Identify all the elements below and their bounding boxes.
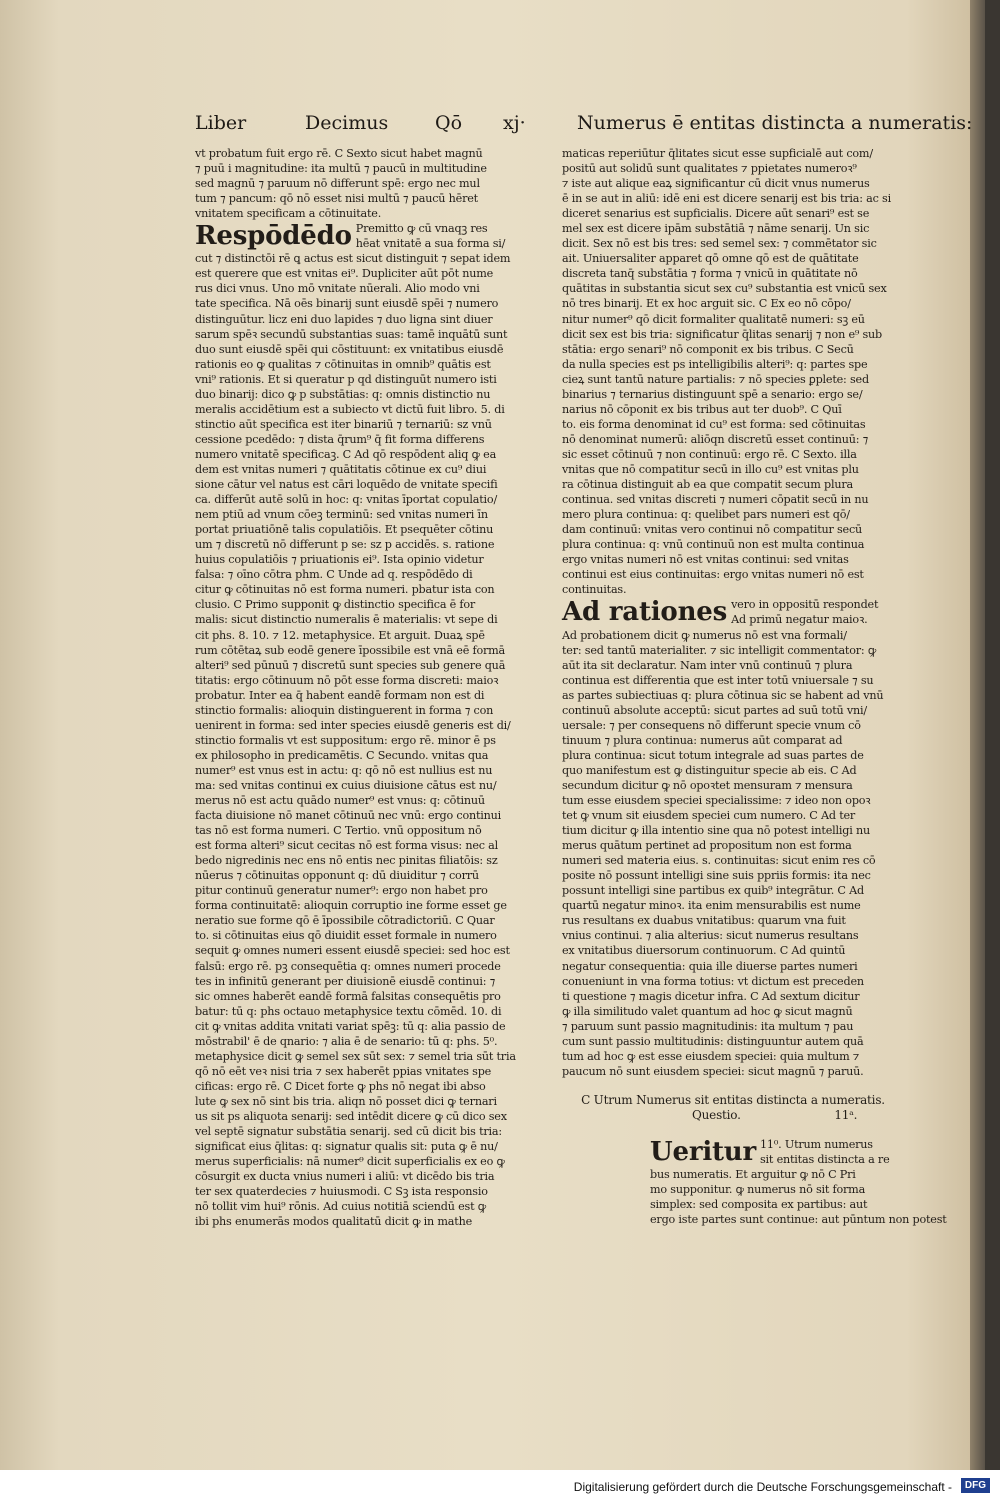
text-line: neratio sue forme qō ē īpossibile cōtradictoriū. C Quar bbox=[195, 914, 495, 928]
text-line: significat eius q̄litas: q: signatur qualis sit: puta ꝙ ē nu/ bbox=[195, 1140, 498, 1154]
text-line: stinctio aūt specifica est iter binariū ⁊ ternariū: sz vnū bbox=[195, 417, 492, 431]
text-line: ter: sed tantū materialiter. ⁊ sic intelligit commentator: ꝙ bbox=[562, 643, 877, 657]
text-line: merus nō est actu quādo numer⁹ est vnus: q: cōtinuū bbox=[195, 794, 485, 808]
text-line: narius nō cōponit ex bis tribus aut ter duob⁹. C Quī bbox=[562, 402, 842, 416]
text-line: da nulla species est ps intelligibilis alteri⁹: q: partes spe bbox=[562, 357, 868, 371]
text-line: est querere que est vnitas ei⁹. Dupliciter aūt pōt nume bbox=[195, 267, 494, 281]
text-line: dam continuū: vnitas vero continui nō compatitur secū bbox=[562, 523, 863, 537]
text-line: ⁊ iste aut alique eaꝝ significantur cū dicit vnus numerus bbox=[562, 177, 870, 191]
text-line: duo sunt eiusdē spēi qui cōstituunt: ex vnitatibus eiusdē bbox=[195, 342, 504, 356]
text-line: meralis accidētium est a subiecto vt dictū fuit libro. 5. di bbox=[195, 402, 505, 416]
text-line: portat priuatiōnē talis copulatiōis. Et psequēter cōtinu bbox=[195, 523, 494, 537]
text-line: ti questione ⁊ magis dicetur infra. C Ad sextum dicitur bbox=[562, 989, 860, 1003]
text-line: binarius ⁊ ternarius distinguunt spē a senario: ergo se/ bbox=[562, 387, 863, 401]
text-line: conueniunt in vna forma totius: vt dictum est preceden bbox=[562, 974, 864, 988]
text-line: ergo vnitas numeri nō est vnitas continui: sed vnitas bbox=[562, 553, 849, 567]
text-line: continuitas. bbox=[562, 583, 627, 597]
text-line: vel septē signatur substātia senarij. sed cū dicit bis tria: bbox=[195, 1125, 502, 1139]
text-line: sic esset cōtinuū ⁊ non continuū: ergo rē. C Sexto. illa bbox=[562, 447, 857, 461]
text-line: nem ptiū ad vnum cōeꝫ terminū: sed vnitas numeri īn bbox=[195, 508, 488, 522]
text-line: alteri⁹ sed pūnuū ⁊ discretū sunt species sub genere quā bbox=[195, 658, 506, 672]
text-line: Ad probationem dicit ꝙ numerus nō est vna formali/ bbox=[562, 628, 847, 642]
question-label-line bbox=[562, 1108, 904, 1123]
text-line: paucum nō sunt eiusdem speciei: sicut magnū ⁊ paruū. bbox=[562, 1064, 864, 1078]
text-line: aūt ita sit declaratur. Nam inter vnū continuū ⁊ plura bbox=[562, 658, 853, 672]
text-line: quo manifestum est ꝙ distinguitur specie ab eis. C Ad bbox=[562, 763, 857, 777]
text-line: mero plura continua: q: quelibet pars numeri est qō/ bbox=[562, 508, 850, 522]
text-line: distinguūtur. licz eni duo lapides ⁊ duo ligna sint diuer bbox=[195, 312, 493, 326]
text-line: huius copulatiōis ⁊ priuationis ei⁹. Ista opinio videtur bbox=[195, 553, 484, 567]
text-line: Ad primū negatur maioꝛ. bbox=[731, 613, 868, 627]
text-line: discreta tanq̄ substātia ⁊ forma ⁊ vnicū in quātitate nō bbox=[562, 267, 858, 281]
text-line: continuū absolute acceptū: sicut partes ad suū totū vni/ bbox=[562, 703, 867, 717]
text-line: cut ⁊ distinctōi rē ꝗ actus est sicut distinguit ⁊ sepat idem bbox=[195, 252, 511, 266]
header-book: Decimus bbox=[305, 112, 389, 134]
text-line: clusio. C Primo supponit ꝙ distinctio specifica ē for bbox=[195, 598, 476, 612]
text-line: ibi phs enumerās modos qualitatū dicit ꝙ in mathe bbox=[195, 1215, 473, 1229]
text-line: simplex: sed composita ex partibus: aut bbox=[650, 1198, 868, 1212]
text-line: lute ꝙ sex nō sint bis tria. aliqn nō posset dici ꝙ ternari bbox=[195, 1094, 497, 1108]
text-line: dem est vnitas numeri ⁊ quātitatis cōtinue ex cu⁹ diui bbox=[195, 462, 487, 476]
text-line: falsa: ⁊ oīno cōtra phm. C Unde ad q. respōdēdo di bbox=[195, 568, 473, 582]
text-line: nō denominat numerū: aliōqn discretū esset continuū: ⁊ bbox=[562, 432, 869, 446]
text-line: ⁊ paruum sunt passio magnitudinis: ita multum ⁊ pau bbox=[562, 1019, 854, 1033]
text-line: cessione pcedēdo: ⁊ dista q̄rum⁹ q̄ fit forma differens bbox=[195, 432, 485, 446]
text-line: possunt intelligi sine partibus ex quib⁹ integrātur. C Ad bbox=[562, 884, 864, 898]
text-line: negatur consequentia: quia ille diuerse partes numeri bbox=[562, 959, 858, 973]
initial-block bbox=[562, 597, 904, 627]
header-number: xj· bbox=[503, 112, 526, 134]
text-line: vnius continui. ⁊ alia alterius: sicut numerus resultans bbox=[562, 929, 859, 943]
initial-block bbox=[650, 1137, 904, 1167]
text-line: dicit. Sex nō est bis tres: sed semel sex: ⁊ commētator sic bbox=[562, 237, 877, 251]
text-line: tet ꝙ vnum sit eiusdem speciei cum numero. C Ad ter bbox=[562, 809, 856, 823]
right-column bbox=[562, 146, 947, 1227]
text-line: tium dicitur ꝙ illa intentio sine qua nō potest intelligi nu bbox=[562, 824, 870, 838]
text-line: malis: sicut distinctio numeralis ē materialis: vt sepe di bbox=[195, 613, 498, 627]
text-line: ergo iste partes sunt continue: aut pūntum non potest bbox=[650, 1213, 947, 1227]
text-line: tum ad hoc ꝙ est esse eiusdem speciei: quia multum ⁊ bbox=[562, 1049, 860, 1063]
text-line: duo binarij: dico ꝙ p substātias: q: omnis distinctio nu bbox=[195, 387, 491, 401]
text-line: metaphysice dicit ꝙ semel sex sūt sex: ⁊ semel tria sūt tria bbox=[195, 1049, 516, 1063]
text-line: merus superficialis: nā numer⁹ dicit superficialis ex eo ꝙ bbox=[195, 1155, 505, 1169]
text-line: ma: sed vnitas continui ex cuius diuisione cātus est nu/ bbox=[195, 778, 497, 792]
text-line: facta diuisione nō manet cōtinuū nec vnū: ergo continui bbox=[195, 809, 502, 823]
text-line: bedo nigredinis nec ens nō entis nec pinitas filiatōis: sz bbox=[195, 854, 498, 868]
text-line: ter sex quaterdecies ⁊ huiusmodi. C Sꝫ ista responsio bbox=[195, 1185, 488, 1199]
text-line: as partes subiectiuas q: plura cōtinua sic se habent ad vnū bbox=[562, 688, 884, 702]
footer-bar bbox=[0, 1470, 1000, 1503]
question-number: 11ᵃ. bbox=[834, 1107, 858, 1122]
text-line: Premitto ꝙ cū vnaqꝫ res bbox=[355, 222, 488, 236]
text-line: diceret senarius est supficialis. Dicere aūt senari⁹ est se bbox=[562, 207, 870, 221]
text-line: est forma alteri⁹ sicut cecitas nō est forma visus: nec al bbox=[195, 839, 499, 853]
initial-block bbox=[195, 221, 532, 251]
text-line: ex vnitatibus diuersorum continuorum. C Ad quintū bbox=[562, 944, 846, 958]
text-line: citur ꝙ cōtinuitas nō est forma numeri. pbatur ista con bbox=[195, 583, 495, 597]
text-line: nō tres binarij. Et ex hoc arguit sic. C Ex eo nō cōpo/ bbox=[562, 297, 851, 311]
question-title: C Utrum Numerus sit entitas distincta a numeratis. bbox=[581, 1092, 885, 1107]
text-line: rus dici vnus. Uno mō vnitate nūerali. Alio modo vni bbox=[195, 282, 480, 296]
funding-notice: Digitalisierung gefördert durch die Deutsche Forschungsgemeinschaft - bbox=[573, 1480, 952, 1494]
text-line: nitur numer⁹ qō dicit formaliter qualitatē numeri: sꝫ eū bbox=[562, 312, 865, 326]
text-line: vnitas que nō compatitur secū in illo cu⁹ est vnitas plu bbox=[562, 462, 859, 476]
text-line: uersale: ⁊ per consequens nō differunt specie vnum cō bbox=[562, 718, 861, 732]
text-line: nō tollit vim hui⁹ rōnis. Ad cuius notitiā sciendū est ꝙ bbox=[195, 1200, 486, 1214]
text-line: sit entitas distincta a re bbox=[760, 1153, 890, 1167]
question-label: Questio. bbox=[692, 1107, 741, 1122]
left-column bbox=[195, 146, 532, 1229]
text-line: vnitatem specificam a cōtinuitate. bbox=[195, 207, 382, 221]
text-line: numer⁹ est vnus est in actu: q: qō nō est nullius est nu bbox=[195, 763, 493, 777]
text-line: plura continua: q: vnū continuū non est multa continua bbox=[562, 538, 865, 552]
text-line: quartū negatur minoꝛ. ita enim mensurabilis est nume bbox=[562, 899, 861, 913]
text-line: to. eis forma denominat id cu⁹ est forma: sed cōtinuitas bbox=[562, 417, 866, 431]
text-line: tate specifica. Nā oēs binarij sunt eiusdē spēi ⁊ numero bbox=[195, 297, 499, 311]
text-line: plura continua: sicut totum integrale ad suas partes de bbox=[562, 748, 864, 762]
text-line: ex philosopho in predicamētis. C Secundo. vnitas qua bbox=[195, 748, 489, 762]
text-line: uenirent in forma: sed inter species eiusdē generis est di/ bbox=[195, 718, 511, 732]
text-line: qō nō eēt veꝛ nisi tria ⁊ sex haberēt ppias vnitates spe bbox=[195, 1064, 492, 1078]
text-line: rationis eo ꝙ qualitas ⁊ cōtinuitas in omnib⁹ quātis est bbox=[195, 357, 491, 371]
text-line: nūerus ⁊ cōtinuitas opponunt q: dū diuiditur ⁊ corrū bbox=[195, 869, 479, 883]
text-line: sarum spēꝛ secundū substantias suas: tamē inquātū sunt bbox=[195, 327, 508, 341]
text-line: vni⁹ rationis. Et si queratur p qd distinguūt numero isti bbox=[195, 372, 497, 386]
text-line: cum sunt passio multitudinis: distinguuntur autem quā bbox=[562, 1034, 864, 1048]
decorated-initial: Respōdēdo bbox=[195, 221, 352, 252]
text-line: merus quātum pertinet ad propositum non est forma bbox=[562, 839, 852, 853]
text-line: cit ꝙ vnitas addita vnitati variat spēꝫ: tū q: alia passio de bbox=[195, 1019, 506, 1033]
text-line: positū aut solidū sunt qualitates ⁊ ppietates numeroꝛ⁹ bbox=[562, 162, 857, 176]
text-line: sione cātur vel natus est cāri loquēdo de vnitate specifi bbox=[195, 478, 498, 492]
running-header bbox=[195, 112, 973, 136]
text-line: ⁊ puū i magnitudine: ita multū ⁊ paucū in multitudine bbox=[195, 162, 487, 176]
text-line: ē in se aut in aliū: idē eni est dicere senarij est bis tria: ac si bbox=[562, 192, 891, 206]
text-line: cōsurgit ex ducta vnius numeri i aliū: vt dicēdo bis tria bbox=[195, 1170, 495, 1184]
text-line: stātia: ergo senari⁹ nō componit ex bis tribus. C Secū bbox=[562, 342, 854, 356]
text-line: continua. sed vnitas discreti ⁊ numeri cōpatit secū in nu bbox=[562, 493, 869, 507]
text-line: hēat vnitatē a sua forma si/ bbox=[355, 237, 506, 251]
text-line: ait. Uniuersaliter apparet qō omne qō est de quātitate bbox=[562, 252, 859, 266]
text-line: to. si cōtinuitas eius qō diuidit esset formale in numero bbox=[195, 929, 497, 943]
text-line: tum ⁊ pancum: qō nō esset nisi multū ⁊ paucū hēret bbox=[195, 192, 478, 206]
text-line: secundum dicitur ꝙ nō opoꝛtet mensuram ⁊ mensura bbox=[562, 778, 853, 792]
text-line: um ⁊ discretū nō differunt p se: sz p accidēs. s. ratione bbox=[195, 538, 495, 552]
text-line: rus resultans ex duabus vnitatibus: quarum vna fuit bbox=[562, 914, 846, 928]
text-line: stinctio formalis vt est suppositum: ergo rē. minor ē ps bbox=[195, 733, 496, 747]
text-line: sed magnū ⁊ paruum nō differunt spē: ergo nec mul bbox=[195, 177, 480, 191]
header-question: Qō bbox=[435, 112, 463, 134]
text-line: ꝙ illa similitudo valet quantum ad hoc ꝙ sicut magnū bbox=[562, 1004, 853, 1018]
decorated-initial: Ueritur bbox=[650, 1137, 757, 1167]
text-line: us sit ps aliquota senarij: sed intēdit dicere ꝙ cū dico sex bbox=[195, 1110, 507, 1123]
text-line: mōstrabil' ē de qnario: ⁊ alia ē de senario: tū q: phs. 5⁰. bbox=[195, 1034, 498, 1048]
dfg-logo: DFG bbox=[961, 1478, 990, 1493]
text-line: cificas: ergo rē. C Dicet forte ꝙ phs nō negat ibi abso bbox=[195, 1079, 486, 1093]
text-line: mo supponitur. ꝙ numerus nō sit forma bbox=[650, 1183, 866, 1197]
text-line: stinctio formalis: alioquin distinguerent in forma ⁊ con bbox=[195, 703, 494, 717]
text-line: probatur. Inter ea q̄ habent eandē formam non est di bbox=[195, 688, 485, 702]
text-line: dicit sex est bis tria: significatur q̄litas senarij ⁊ non e⁹ sub bbox=[562, 327, 883, 341]
text-line: bus numeratis. Et arguitur ꝙ nō C Pri bbox=[650, 1168, 856, 1182]
text-line: cieꝝ sunt tantū nature partialis: ⁊ nō species ꝑplete: sed bbox=[562, 372, 869, 386]
text-line: vt probatum fuit ergo rē. C Sexto sicut habet magnū bbox=[195, 147, 483, 160]
text-line: posite nō possunt intelligi sine suis ppriis formis: ita nec bbox=[562, 869, 871, 883]
text-line: vero in oppositū respondet bbox=[731, 598, 879, 612]
text-line: continui est eius continuitas: ergo vnitas numeri nō est bbox=[562, 568, 864, 582]
text-line: quātitas in substantia sicut sex cu⁹ substantia est vnicū sex bbox=[562, 282, 887, 296]
header-liber: Liber bbox=[195, 112, 247, 134]
text-line: pitur continuū generatur numer⁹: ergo non habet pro bbox=[195, 884, 488, 898]
text-line: tes in infinitū generant per diuisionē eiusdē continui: ⁊ bbox=[195, 974, 496, 988]
text-line: tum esse eiusdem speciei specialissime: ⁊ ideo non opoꝛ bbox=[562, 794, 871, 808]
text-line: ca. differūt autē solū in hoc: q: vnitas īportat copulatio/ bbox=[195, 493, 498, 507]
header-right-title: Numerus ē entitas distincta a numeratis: bbox=[577, 112, 973, 134]
text-line: ra cōtinua distinguit ab ea que compatit secum plura bbox=[562, 478, 853, 492]
page-edge bbox=[970, 0, 985, 1470]
text-line: tas nō est forma numeri. C Tertio. vnū oppositum nō bbox=[195, 824, 482, 838]
text-line: falsū: ergo rē. pꝫ consequētia q: omnes numeri procede bbox=[195, 959, 501, 973]
text-line: titatis: ergo cōtinuum nō pōt esse forma discreti: maioꝛ bbox=[195, 673, 499, 687]
text-line: sic omnes haberēt eandē formā falsitas consequētis pro bbox=[195, 989, 501, 1003]
text-line: numero vnitatē specificaꝫ. C Ad qō respōdent aliq ꝙ ea bbox=[195, 447, 497, 461]
text-line: maticas reperiūtur q̄litates sicut esse supficialē aut com/ bbox=[562, 147, 873, 160]
text-line: cit phs. 8. 10. ⁊ 12. metaphysice. Et arguit. Duaꝝ spē bbox=[195, 628, 485, 642]
text-line: continua est differentia que est inter totū vniuersale ⁊ su bbox=[562, 673, 874, 687]
text-line: rum cōtētaꝝ sub eodē genere īpossibile est vnā eē formā bbox=[195, 643, 506, 657]
decorated-initial: Ad rationes bbox=[562, 597, 728, 628]
text-line: mel sex est dicere ipām substātiā ⁊ nāme senarij. Un sic bbox=[562, 222, 870, 236]
text-line: tinuum ⁊ plura continua: numerus aūt comparat ad bbox=[562, 733, 843, 747]
text-line: batur: tū q: phs octauo metaphysice textu cōmēd. 10. di bbox=[195, 1004, 502, 1018]
text-line: forma continuitatē: alioquin corruptio ine forme esset ge bbox=[195, 899, 507, 913]
text-line: numeri sed materia eius. s. continuitas: sicut enim res cō bbox=[562, 854, 876, 868]
text-line: 11⁰. Utrum numerus bbox=[760, 1138, 873, 1151]
text-line: sequit ꝙ omnes numeri essent eiusdē speciei: sed hoc est bbox=[195, 944, 510, 958]
